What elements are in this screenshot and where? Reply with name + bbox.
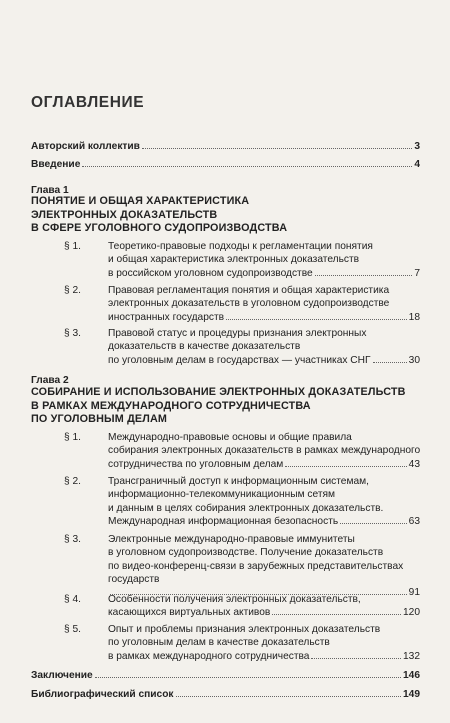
section-number: § 5. (64, 624, 81, 635)
section-line: Электронные международно-правовые иммунитеты (108, 534, 355, 545)
toc-section[interactable] (108, 431, 420, 471)
chapter-title-line: ПО УГОЛОВНЫМ ДЕЛАМ (31, 413, 168, 426)
toc-entry-page: 3 (414, 141, 420, 152)
section-line: и общая характеристика электронных доказательств (108, 254, 360, 266)
section-line: по видео-конференц-связи в зарубежных представительствах (108, 560, 404, 572)
section-line: информационно-телекоммуникационным сетям (108, 489, 336, 501)
section-line: Международно-правовые основы и общие правила (108, 432, 352, 443)
toc-entry-label: Введение (31, 159, 81, 170)
chapter-title-line: ЭЛЕКТРОННЫХ ДОКАЗАТЕЛЬСТВ (31, 208, 218, 221)
page-title: ОГЛАВЛЕНИЕ (31, 94, 145, 111)
section-line: собирания электронных доказательств в рамках международного (108, 445, 421, 457)
toc-entry-introduction[interactable] (31, 158, 420, 171)
chapter-title[interactable] (31, 195, 416, 236)
chapter-title-line: СОБИРАНИЕ И ИСПОЛЬЗОВАНИЕ ЭЛЕКТРОННЫХ ДОКАЗАТЕЛЬСТВ (31, 386, 406, 398)
section-line: и данным в целях собирания электронных доказательств. (108, 502, 384, 514)
toc-section[interactable] (108, 533, 420, 599)
section-line: сотрудничества по уголовным делам (108, 458, 284, 470)
section-page: 91 (408, 587, 420, 599)
section-line: Опыт и проблемы признания электронных доказательств (108, 624, 381, 635)
dot-leader (373, 362, 407, 363)
section-line: Международная информационная безопасность (108, 515, 339, 527)
section-last-line (108, 354, 420, 367)
chapter-label: Глава 1 (31, 185, 69, 196)
section-last-line (108, 267, 420, 280)
toc-section[interactable] (108, 475, 420, 528)
section-page: 18 (408, 311, 420, 323)
section-line: по уголовным делам в государствах — участниках СНГ (108, 354, 371, 366)
section-last-line (108, 515, 420, 528)
section-last-line (108, 606, 420, 619)
section-number: § 3. (64, 328, 81, 339)
dot-leader (272, 614, 401, 615)
dot-leader (340, 523, 406, 524)
section-line: по уголовным делам в качестве доказательств (108, 637, 330, 649)
toc-entry-conclusion[interactable] (31, 669, 420, 682)
dot-leader (82, 166, 412, 167)
toc-entry-page: 4 (414, 159, 420, 170)
toc-entry-label: Авторский коллектив (31, 141, 140, 152)
chapter-title[interactable] (31, 386, 416, 427)
toc-entry-bibliography[interactable] (31, 688, 420, 701)
section-page: 7 (414, 267, 420, 279)
toc-section[interactable] (108, 593, 420, 620)
section-line: электронных доказательств в уголовном судопроизводстве (108, 298, 390, 310)
section-page: 43 (408, 458, 420, 470)
dot-leader (315, 275, 413, 276)
chapter-title-line: ПОНЯТИЕ И ОБЩАЯ ХАРАКТЕРИСТИКА (31, 195, 250, 207)
dot-leader (95, 677, 401, 678)
section-line: Правовая регламентация понятия и общая характеристика (108, 285, 390, 296)
toc-section[interactable] (108, 623, 420, 663)
section-line: в уголовном судопроизводстве. Получение доказательств (108, 547, 384, 559)
section-number: § 1. (64, 241, 81, 252)
section-line: иностранных государств (108, 311, 225, 323)
toc-entry-page: 146 (403, 670, 420, 681)
dot-leader (285, 466, 406, 467)
section-page: 132 (403, 650, 420, 662)
section-number: § 2. (64, 476, 81, 487)
dot-leader (176, 696, 401, 697)
dot-leader (142, 148, 412, 149)
dot-leader (311, 658, 401, 659)
toc-entry-label: Библиографический список (31, 689, 174, 700)
section-line: государств (108, 573, 160, 585)
section-line: доказательств в качестве доказательств (108, 341, 301, 353)
section-line: касающихся виртуальных активов (108, 607, 271, 619)
dot-leader (226, 319, 407, 320)
toc-entry-page: 149 (403, 689, 420, 700)
toc-section[interactable] (108, 240, 420, 280)
section-line: Трансграничный доступ к информационным системам, (108, 476, 369, 487)
toc-section[interactable] (108, 327, 420, 367)
section-line: Правовой статус и процедуры признания электронных (108, 328, 367, 339)
section-number: § 3. (64, 534, 81, 545)
section-line: Особенности получения электронных доказательств, (108, 594, 361, 605)
section-page: 120 (403, 607, 420, 619)
section-line: Теоретико-правовые подходы к регламентации понятия (108, 241, 373, 252)
toc-section[interactable] (108, 284, 420, 324)
chapter-label: Глава 2 (31, 375, 69, 386)
toc-entry-label: Заключение (31, 670, 93, 681)
toc-entry-authors[interactable] (31, 140, 420, 153)
section-number: § 2. (64, 285, 81, 296)
section-number: § 4. (64, 594, 81, 605)
chapter-title-line: В СФЕРЕ УГОЛОВНОГО СУДОПРОИЗВОДСТВА (31, 222, 288, 235)
section-line: в рамках международного сотрудничества (108, 650, 310, 662)
section-number: § 1. (64, 432, 81, 443)
section-page: 30 (408, 354, 420, 366)
section-page: 63 (408, 515, 420, 527)
section-last-line (108, 650, 420, 663)
section-last-line (108, 311, 420, 324)
section-line: в российском уголовном судопроизводстве (108, 267, 313, 279)
section-last-line (108, 458, 420, 471)
chapter-title-line: В РАМКАХ МЕЖДУНАРОДНОГО СОТРУДНИЧЕСТВА (31, 399, 311, 412)
